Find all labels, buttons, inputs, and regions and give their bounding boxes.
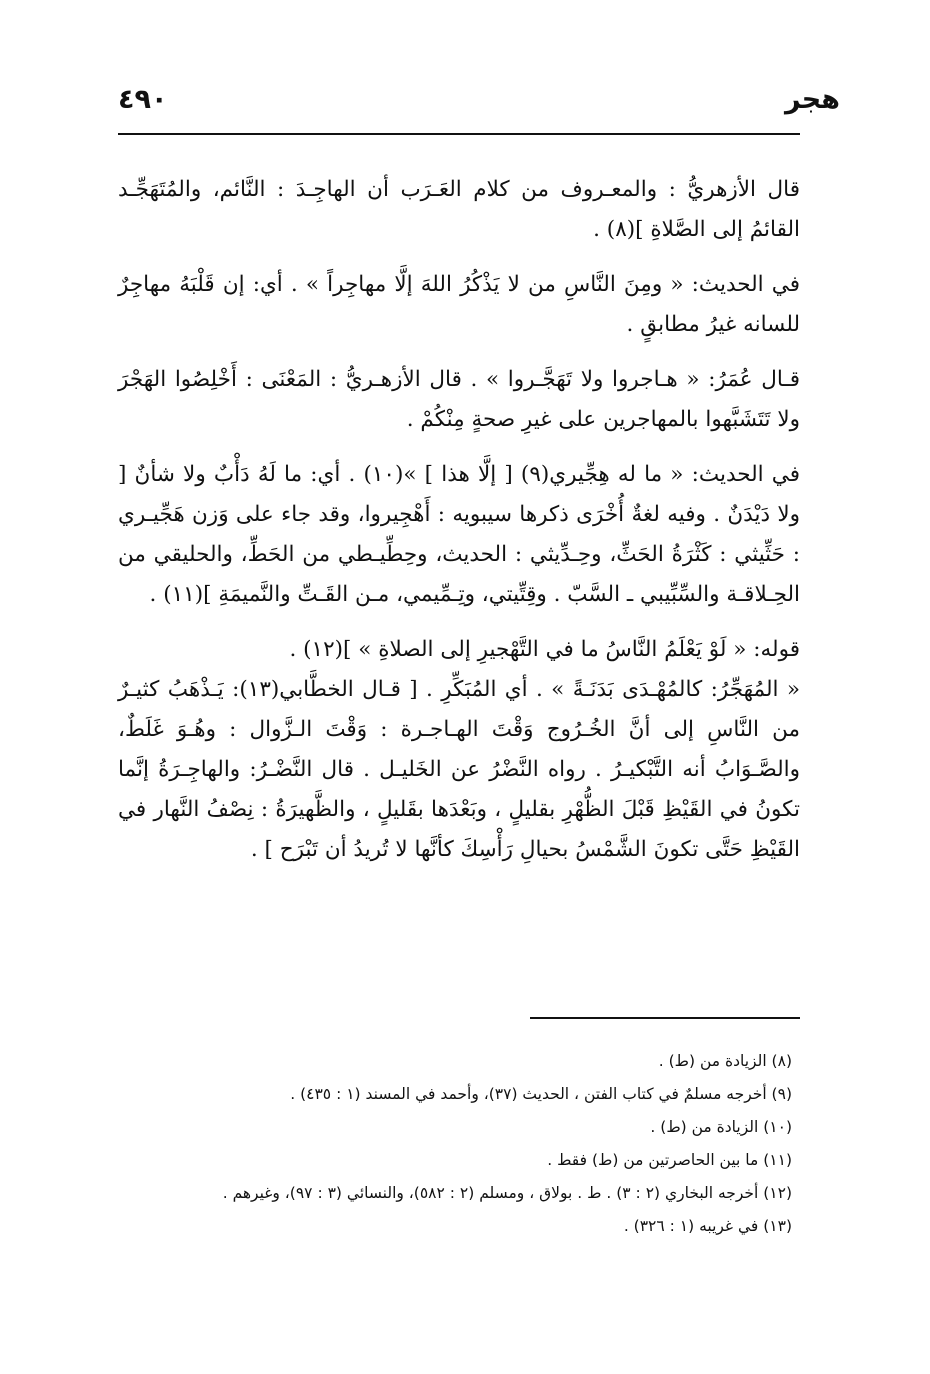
- header-rule: [118, 133, 800, 135]
- footnote-12: (١٢) أخرجه البخاري (٢ : ٣) . ط . بولاق ، ومسلم (٢ : ٥٨٢)، والنسائي (٣ : ٩٧)، وغيرهم .: [222, 1184, 792, 1202]
- footnote-9: (٩) أخرجه مسلمٌ في كتاب الفتن ، الحديث (٣٧)، وأحمد في المسند (١ : ٤٣٥) .: [290, 1085, 792, 1103]
- footnotes: [120, 1045, 792, 1243]
- footnote-10: (١٠) الزيادة من (ط) .: [650, 1118, 792, 1136]
- footnote-8: (٨) الزيادة من (ط) .: [658, 1052, 792, 1070]
- paragraph-tahjir: قوله: « لَوْ يَعْلَمُ النَّاسُ ما في التَّهْجيرِ إلى الصلاةِ » ](١٢) .: [289, 637, 800, 662]
- main-text: [118, 170, 800, 885]
- paragraph-umar-hajiru: قـال عُمَرُ: « هـاجروا ولا تَهَجَّـروا » . قال الأزهـريُّ : المَعْنَى : أَخْلِصُوا الهَجْرَ ولا تَتَشَبَّهوا بالمهاجرين على غيرِ صحةٍ مِنْكُمْ .: [118, 367, 800, 432]
- page-number: ٤٩٠: [118, 84, 168, 115]
- footnote-13: (١٣) في غريبه (١ : ٣٢٦) .: [623, 1217, 792, 1235]
- running-header-entry-word: هجر: [785, 84, 840, 115]
- paragraph-muhajjir: « المُهَجِّرُ: كالمُهْـدَى بَدَنَـةً » . أي المُبَكِّرِ . [ قـال الخطَّابي(١٣): يَـذْهَبُ كثيـرٌ من النَّاسِ إلى أنَّ الخُـرُوج وَقْتَ الهـاجـرة : وَقْتَ الـزَّوال : وهُـوَ غَلَطٌ، والصَّـوَابُ أنه التَّبْكيـرُ . رواه النَّضْرُ عن الخَليـل . قال النَّضْـرُ: والهاجِـرَةُ إنَّما تكونُ في القَيْظِ قَبْلَ الظُّهْرِ بقليلٍ ، وبَعْدَها بقَليلٍ ، والظَّهيرَةُ : نِصْفُ النَّهار في القَيْظِ حَتَّى تكونَ الشَّمْسُ بحيالِ رَأْسِكَ كأنَّها لا تُريدُ أن تَبْرَح ] .: [118, 677, 800, 862]
- footnote-rule: [530, 1017, 800, 1019]
- paragraph-hadith-muhajir: في الحديث: « ومِنَ النَّاسِ من لا يَذْكُرُ اللهَ إلَّا مهاجِراً » . أي: إن قَلْبَهُ مهاجِرٌ للسانه غيرُ مطابقٍ .: [118, 272, 800, 337]
- footnote-11: (١١) ما بين الحاصرتين من (ط) فقط .: [547, 1151, 792, 1169]
- paragraph-azhari-hajid: قال الأزهريُّ : والمعـروف من كلام العَـرَب أن الهاجِـدَ : النَّائم، والمُتَهَجِّـد القائمُ إلى الصَّلاةِ ](٨) .: [118, 177, 800, 242]
- paragraph-hijjiri: في الحديث: « ما له هِجِّيري(٩) [ إلَّا هذا ] »(١٠) . أي: ما لَهُ دَأْبٌ ولا شأنٌ [ ولا دَيْدَنٌ . وفيه لغةٌ أُخْرَى ذكرها سيبويه : أَهْجِيروا، وقد جاء على وَزن هَجِّيـري : حَثِّيثي : كَثْرَةُ الحَثِّ، وحِـدِّيثي : الحديث، وحِطِّيـطي من الحَطِّ، والحليقي من الحِـلاقـة والسِّبِّيبي ـ السَّبّ . وقِتِّيتي، وتِـمِّيمي، مـن القَـتِّ والنَّميمَةِ ](١١) .: [118, 462, 800, 607]
